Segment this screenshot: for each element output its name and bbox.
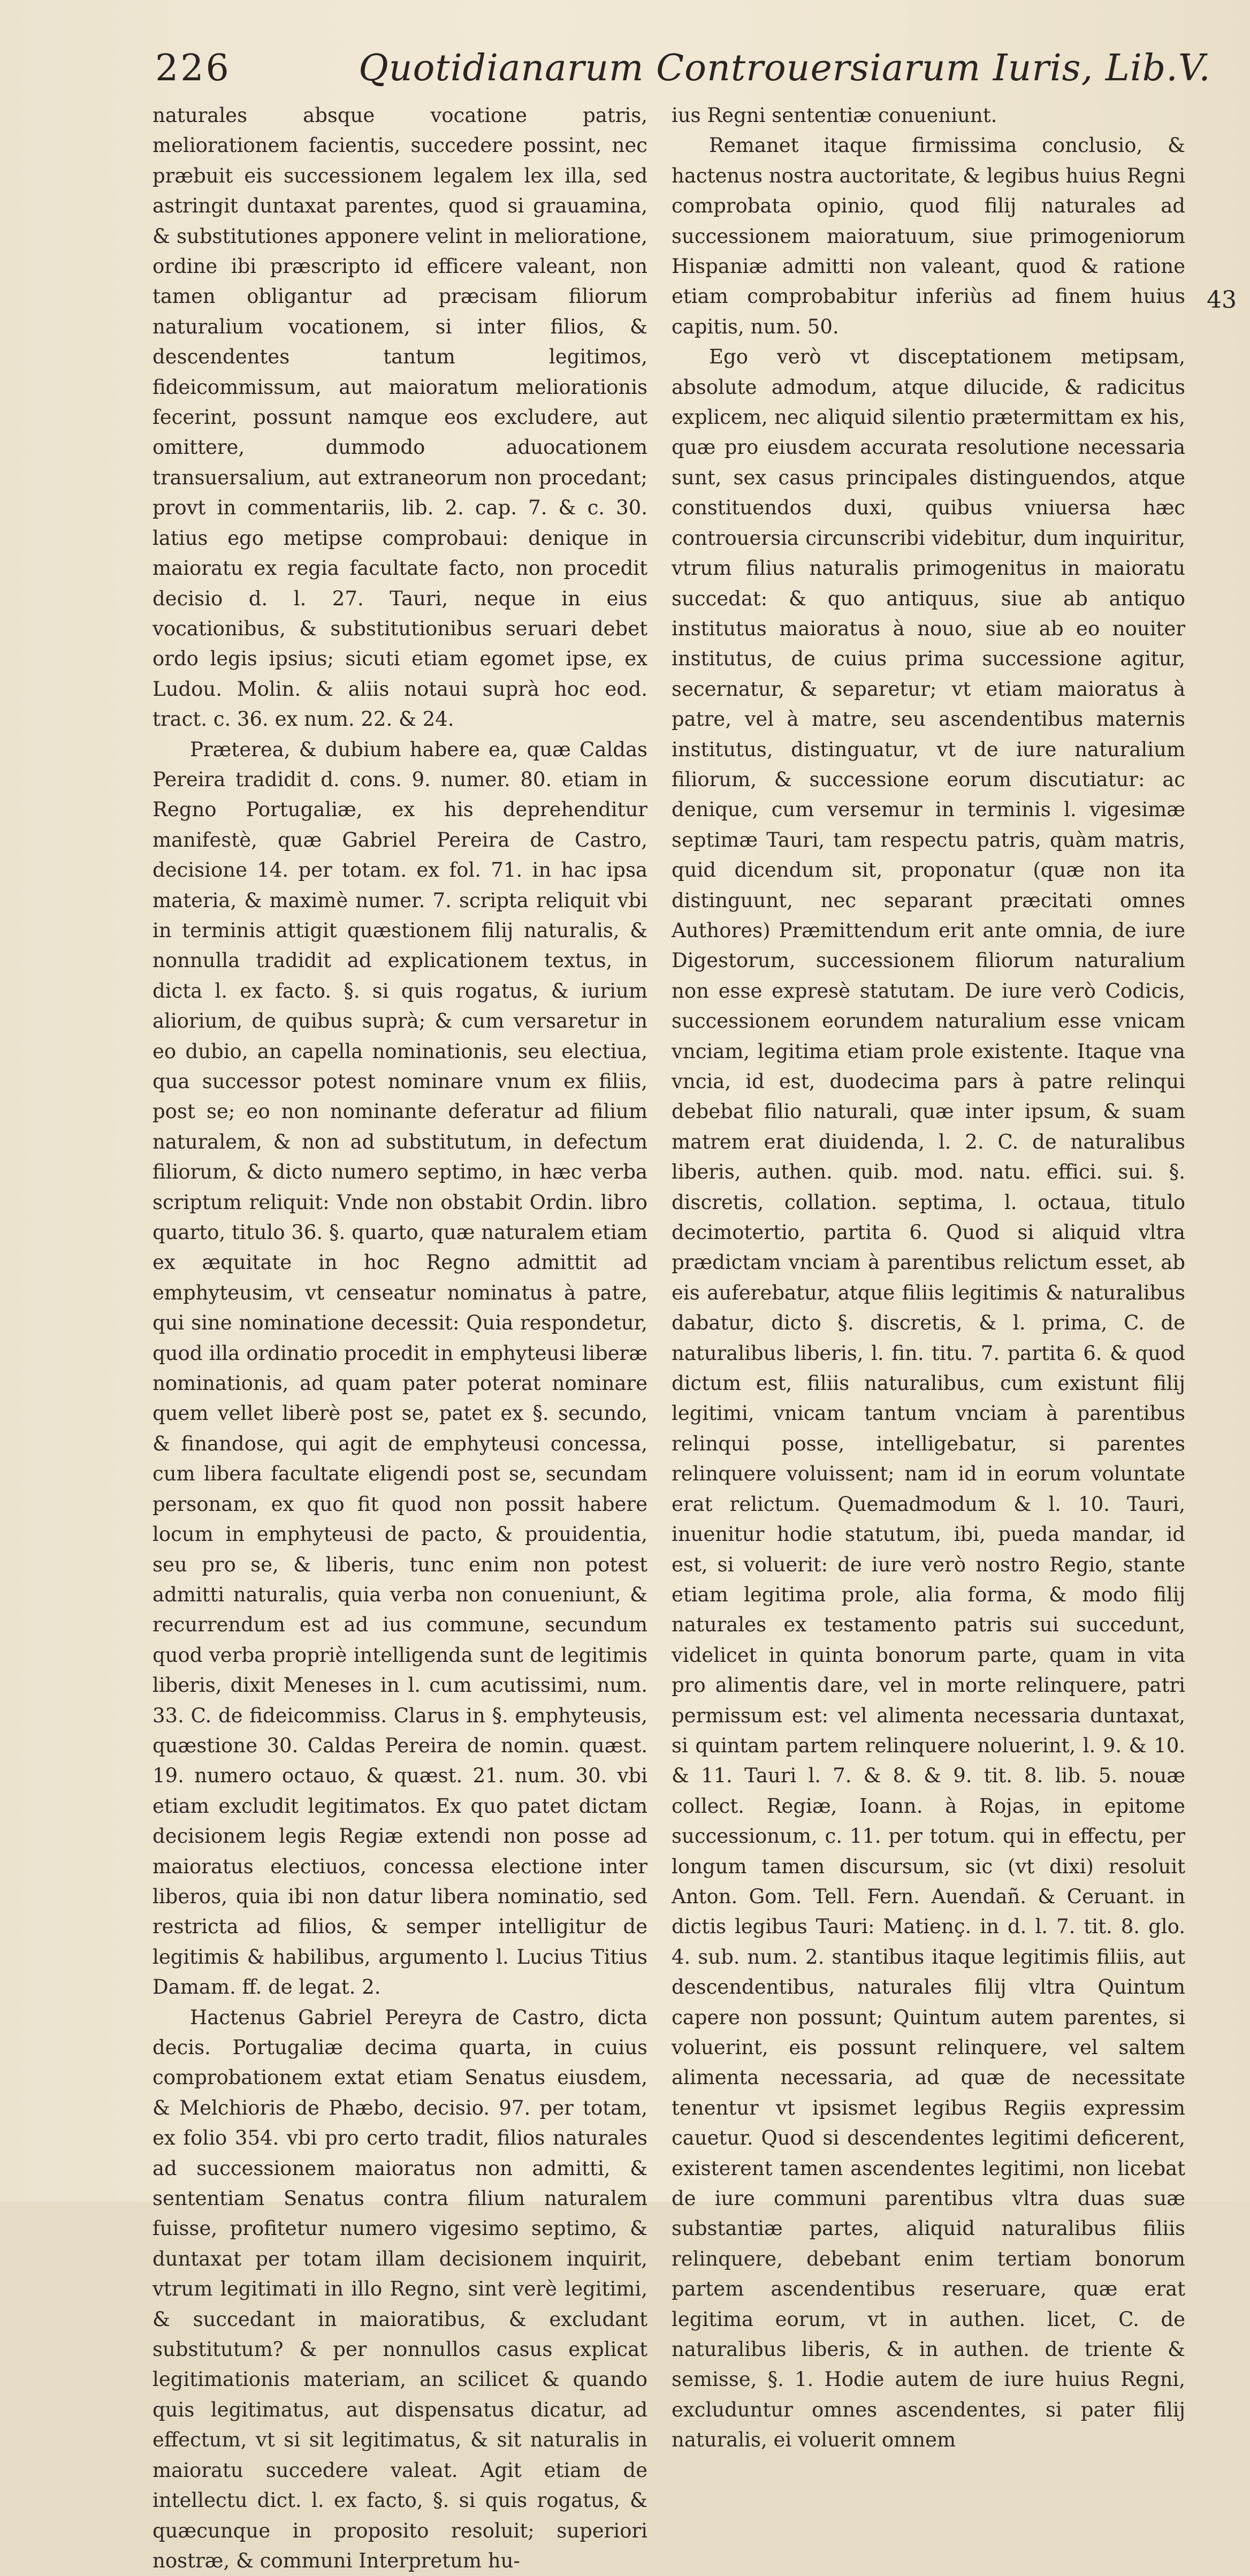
left-paragraph-3: Hactenus Gabriel Pereyra de Castro, dicta decis. Portugaliæ decima quarta, in cuius comprobationem extat etiam Senatus eiusdem, & Melchioris de Phæbo, decisio. 97. per totam, ex folio 354. vbi pro certo tradit, filios naturales ad successionem maioratus non admitti, & sententiam Senatus contra filium naturalem fuisse, profitetur numero vigesimo septimo, & duntaxat per totam illam decisionem inquirit, vtrum legitimati in illo Regno, sint verè legitimi, & succedant in maioratibus, & excludant substitutum? & per nonnullos casus explicat legitimationis materiam, an scilicet & quando quis legitimatus, aut dispensatus dicatur, ad effectum, vt si sit legitimatus, & sit naturalis in maioratu succedere valeat. Agit etiam de intellectu dict. l. ex facto, §. si quis rogatus, & quæcunque in proposito resoluit; superiori nostræ, & communi Interpretum hu- — [153, 2005, 647, 2572]
right-column — [672, 101, 1185, 2456]
left-column — [153, 101, 647, 2576]
margin-note-number: 43 — [1207, 286, 1237, 314]
right-paragraph-3: Ego verò vt disceptationem metipsam, absolute admodum, atque dilucide, & radicitus explicem, nec aliquid silentio prætermittam ex his, quæ pro eiusdem accurata resolutione necessaria sunt, sex casus principales distinguendos, atque constituendos duxi, quibus vniuersa hæc controuersia circunscribi videbitur, dum inquiritur, vtrum filius naturalis primogenitus in maioratu succedat: & quo antiquus, siue ab antiquo institutus maioratus à nouo, siue ab eo nouiter institutus, de cuius prima successione agitur, secernatur, & separetur; vt etiam maioratus à patre, vel à matre, seu ascendentibus maternis institutus, distinguatur, vt de iure naturalium filiorum, & successione eorum discutiatur: ac denique, cum versemur in terminis l. vigesimæ septimæ Tauri, tam respectu patris, quàm matris, quid dicendum sit, proponatur (quæ non ita distinguunt, nec separant præcitati omnes Authores) Præmittendum erit ante omnia, de iure Digestorum, successionem filiorum naturalium non esse expresè statutam. De iure verò Codicis, successionem eorundem naturalium esse vnicam vnciam, legitima etiam prole existente. Itaque vna vncia, id est, duodecima pars à patre relinqui debebat filio naturali, quæ inter ipsum, & suam matrem erat diuidenda, l. 2. C. de naturalibus liberis, authen. quib. mod. natu. effici. sui. §. discretis, collation. septima, l. octaua, titulo decimotertio, partita 6. Quod si aliquid vltra prædictam vnciam à parentibus relictum esset, ab eis auferebatur, atque filiis legitimis & naturalibus dabatur, dicto §. discretis, & l. prima, C. de naturalibus liberis, l. fin. titu. 7. partita 6. & quod dictum est, filiis naturalibus, cum existunt filij legitimi, vnicam tantum vnciam à parentibus relinqui posse, intelligebatur, si parentes relinquere voluissent; nam id in eorum voluntate erat relictum. Quemadmodum & l. 10. Tauri, inuenitur hodie statutum, ibi, pueda mandar, id est, si voluerit: de iure verò nostro Regio, stante etiam legitima prole, alia forma, & modo filij naturales ex testamento patris sui succedunt, videlicet in quinta bonorum parte, quam in vita pro alimentis dare, vel in morte relinquere, patri permissum est: vel alimenta necessaria duntaxat, si quintam partem relinquere noluerint, l. 9. & 10. & 11. Tauri l. 7. & 8. & 9. tit. 8. lib. 5. nouæ collect. Regiæ, Ioann. à Rojas, in epitome successionum, c. 11. per totum. qui in effectu, per longum tamen discursum, sic (vt dixi) resoluit Anton. Gom. Tell. Fern. Auendañ. & Ceruant. in dictis legibus Tauri: Matienç. in d. l. 7. tit. 8. glo. 4. sub. num. 2. stantibus itaque legitimis filiis, aut descendentibus, naturales filij vltra Quintum capere non possunt; Quintum autem parentes, si voluerint, eis possunt relinquere, vel saltem alimenta necessaria, ad quæ de necessitate tenentur vt ipsismet legibus Regiis expressim cauetur. Quod si descendentes legitimi deficerent, existerent tamen ascendentes legitimi, non licebat de iure communi parentibus vltra duas suæ substantiæ partes, aliquid naturalibus filiis relinquere, debebant enim tertiam bonorum partem ascendentibus reseruare, quæ erat legitima eorum, vt in authen. licet, C. de naturalibus liberis, & in authen. de triente & semisse, §. 1. Hodie autem de iure huius Regni, excluduntur omnes ascendentes, si pater filij naturalis, ei voluerit omnem — [672, 345, 1185, 2452]
page-number: 226 — [155, 47, 231, 89]
left-paragraph-1: naturales absque vocatione patris, meliorationem facientis, succedere possint, nec præbuit eis successionem legalem lex illa, sed astringit duntaxat parentes, quod si grauamina, & substitutiones apponere velint in melioratione, ordine ibi præscripto id efficere valeant, non tamen obligantur ad præcisam filiorum naturalium vocationem, si inter filios, & descendentes tantum legitimos, fideicommissum, aut maioratum meliorationis fecerint, possunt namque eos excludere, aut omittere, dummodo aduocationem transuersalium, aut extraneorum non procedant; provt in commentariis, lib. 2. cap. 7. & c. 30. latius ego metipse comprobaui: denique in maioratu ex regia facultate facto, non procedit decisio d. l. 27. Tauri, neque in eius vocationibus, & substitutionibus seruari debet ordo legis ipsius; sicuti etiam egomet ipse, ex Ludou. Molin. & aliis notaui suprà hoc eod. tract. c. 36. ex num. 22. & 24. — [153, 104, 647, 731]
left-paragraph-2: Præterea, & dubium habere ea, quæ Caldas Pereira tradidit d. cons. 9. numer. 80. etiam in Regno Portugaliæ, ex his deprehenditur manifestè, quæ Gabriel Pereira de Castro, decisione 14. per totam. ex fol. 71. in hac ipsa materia, & maximè numer. 7. scripta reliquit vbi in terminis attigit quæstionem filij naturalis, & nonnulla tradidit ad explicationem textus, in dicta l. ex facto. §. si quis rogatus, & iurium aliorium, de quibus suprà; & cum versaretur in eo dubio, an capella nominationis, seu electiua, qua successor potest nominare vnum ex filiis, post se; eo non nominante deferatur ad filium naturalem, & non ad substitutum, in defectum filiorum, & dicto numero septimo, in hæc verba scriptum reliquit: Vnde non obstabit Ordin. libro quarto, titulo 36. §. quarto, quæ naturalem etiam ex æquitate in hoc Regno admittit ad emphyteusim, vt censeatur nominatus à patre, qui sine nominatione decessit: Quia respondetur, quod illa ordinatio procedit in emphyteusi liberæ nominationis, ad quam pater poterat nominare quem vellet liberè post se, patet ex §. secundo, & finandose, qui agit de emphyteusi concessa, cum libera facultate eligendi post se, secundam personam, ex quo fit quod non possit habere locum in emphyteusi de pacto, & prouidentia, seu pro se, & liberis, tunc enim non potest admitti naturalis, quia verba non conueniunt, & recurrendum est ad ius commune, secundum quod verba propriè intelligenda sunt de legitimis liberis, dixit Meneses in l. cum acutissimi, num. 33. C. de fideicommiss. Clarus in §. emphyteusis, quæstione 30. Caldas Pereira de nomin. quæst. 19. numero octauo, & quæst. 21. num. 30. vbi etiam excludit legitimatos. Ex quo patet dictam decisionem legis Regiæ extendi non posse ad maioratus electiuos, concessa electione inter liberos, quia ibi non datur libera nominatio, sed restricta ad filios, & semper intelligitur de legitimis & habilibus, argumento l. Lucius Titius Damam. ff. de legat. 2. — [153, 738, 647, 1999]
right-paragraph-1: ius Regni sententiæ conueniunt. — [672, 104, 997, 127]
right-paragraph-2: Remanet itaque firmissima conclusio, & hactenus nostra auctoritate, & legibus huius Regni comprobata opinio, quod filij naturales ad successionem maioratuum, siue primogeniorum Hispaniæ admitti non valeant, quod & ratione etiam comprobabitur inferiùs ad finem huius capitis, num. 50. — [672, 134, 1185, 338]
running-title: Quotidianarum Controuersiarum Iuris, Lib.V. — [359, 47, 1211, 89]
